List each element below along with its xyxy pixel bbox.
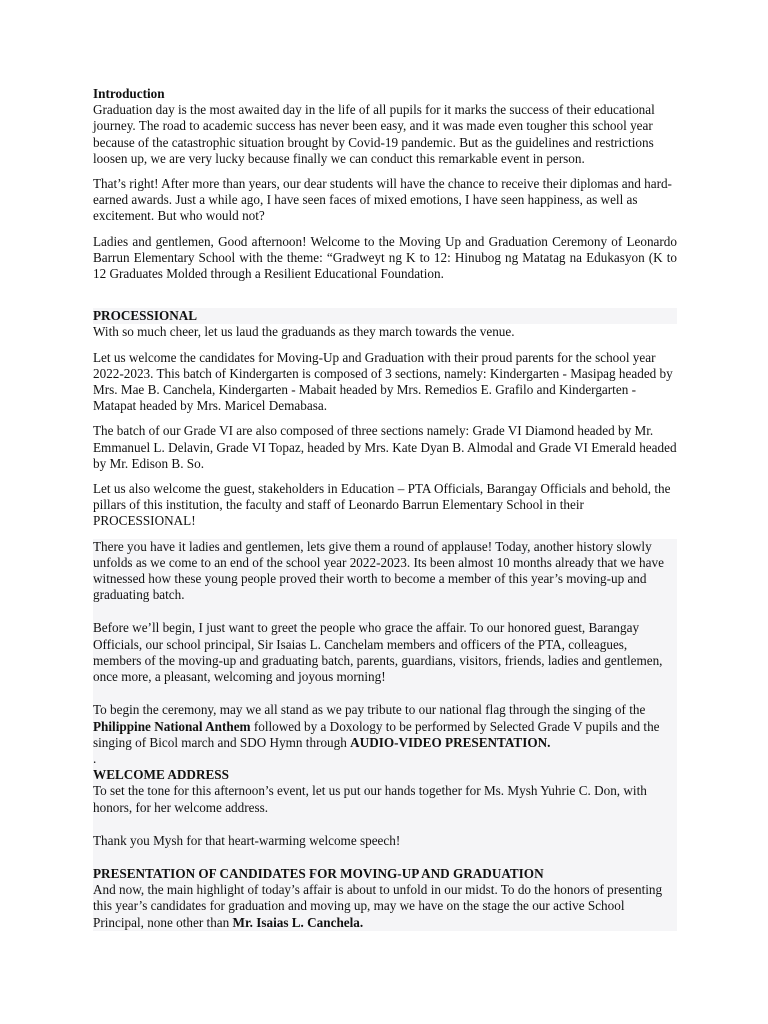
- av-presentation-label: AUDIO-VIDEO PRESENTATION.: [350, 734, 551, 750]
- shaded-script-block: [93, 539, 677, 931]
- introduction-paragraph-1: Graduation day is the most awaited day in the life of all pupils for it marks the success of their educational journey. The road to academic success has never been easy, and it was made even tougher this school year because of the catastrophic situation brought by Covid-19 pandemic. But as the guidelines and restrictions loosen up, we are very lucky because finally we can conduct this remarkable event in person.: [93, 102, 655, 166]
- processional-paragraph-6: Before we’ll begin, I just want to greet the people who grace the affair. To our honored guest, Barangay Officials, our school principal, Sir Isaias L. Canchelam members and officers of the PTA, colleagues, members of the moving-up and graduating batch, parents, guardians, visitors, friends, ladies and gentlemen, once more, a pleasant, welcoming and joyous morning!: [93, 620, 663, 685]
- introduction-heading: Introduction: [93, 86, 165, 101]
- welcome-paragraph-1: To set the tone for this afternoon’s event, let us put our hands together for Ms. Mysh Yuhrie C. Don, with honors, for her welcome address.: [93, 783, 647, 815]
- anthem-intro-text: To begin the ceremony, may we all stand as we pay tribute to our national flag through the singing of the: [93, 702, 646, 718]
- processional-paragraph-7: [93, 702, 677, 751]
- anthem-title: Philippine National Anthem: [93, 718, 251, 734]
- introduction-paragraph-2: That’s right! After more than years, our dear students will have the chance to receive their diplomas and hard-earned awards. Just a while ago, I have seen faces of mixed emotions, I have seen happiness, as well as excitement. But who would not?: [93, 176, 672, 224]
- welcome-address-heading: WELCOME ADDRESS: [93, 767, 229, 783]
- processional-paragraph-3: The batch of our Grade VI are also composed of three sections namely: Grade VI Diamond headed by Mr. Emmanuel L. Delavin, Grade VI Topaz, headed by Mrs. Kate Dyan B. Almodal and Grade VI Emerald headed by Mr. Edison B. So.: [93, 423, 677, 471]
- processional-heading: PROCESSIONAL: [93, 308, 677, 324]
- presentation-paragraph: [93, 882, 677, 931]
- processional-paragraph-1: With so much cheer, let us laud the graduands as they march towards the venue.: [93, 324, 515, 340]
- document-body: [93, 86, 677, 931]
- introduction-paragraph-3: Ladies and gentlemen, Good afternoon! Welcome to the Moving Up and Graduation Ceremony of Leonardo Barrun Elementary School with the theme: “Gradweyt ng K to 12: Hinubog ng Matatag na Edukasyon (K to 12 Graduates Molded through a Resilient Educational Foundation.: [93, 233, 677, 282]
- welcome-paragraph-2: Thank you Mysh for that heart-warming welcome speech!: [93, 832, 401, 848]
- anthem-continuation-text: followed by a Doxology to be performed by Selected Grade V pupils and the singing of Bicol march and SDO Hymn through: [93, 718, 660, 750]
- presentation-heading: PRESENTATION OF CANDIDATES FOR MOVING-UP AND GRADUATION: [93, 865, 544, 881]
- stray-period: .: [93, 750, 97, 766]
- processional-paragraph-5: There you have it ladies and gentlemen, lets give them a round of applause! Today, another history slowly unfolds as we come to an end of the school year 2022-2023. Its been almost 10 months already that we have witnessed how these young people proved their worth to become a member of this year’s moving-up and graduating batch.: [93, 538, 664, 603]
- processional-paragraph-2: Let us welcome the candidates for Moving-Up and Graduation with their proud parents for the school year 2022-2023. This batch of Kindergarten is composed of 3 sections, namely: Kindergarten - Masipag headed by Mrs. Mae B. Canchela, Kindergarten - Mabait headed by Mrs. Remedios E. Grafilo and Kindergarten -Matapat headed by Mrs. Maricel Demabasa.: [93, 349, 673, 414]
- principal-name: Mr. Isaias L. Canchela.: [232, 914, 364, 930]
- presentation-text: And now, the main highlight of today’s affair is about to unfold in our midst. To do the honors of presenting this year’s candidates for graduation and moving up, may we have on the stage the our active School Principal, none other than: [93, 882, 663, 930]
- processional-paragraph-4: Let us also welcome the guest, stakeholders in Education – PTA Officials, Barangay Officials and behold, the pillars of this institution, the faculty and staff of Leonardo Barrun Elementary School in their PROCESSIONAL!: [93, 481, 671, 529]
